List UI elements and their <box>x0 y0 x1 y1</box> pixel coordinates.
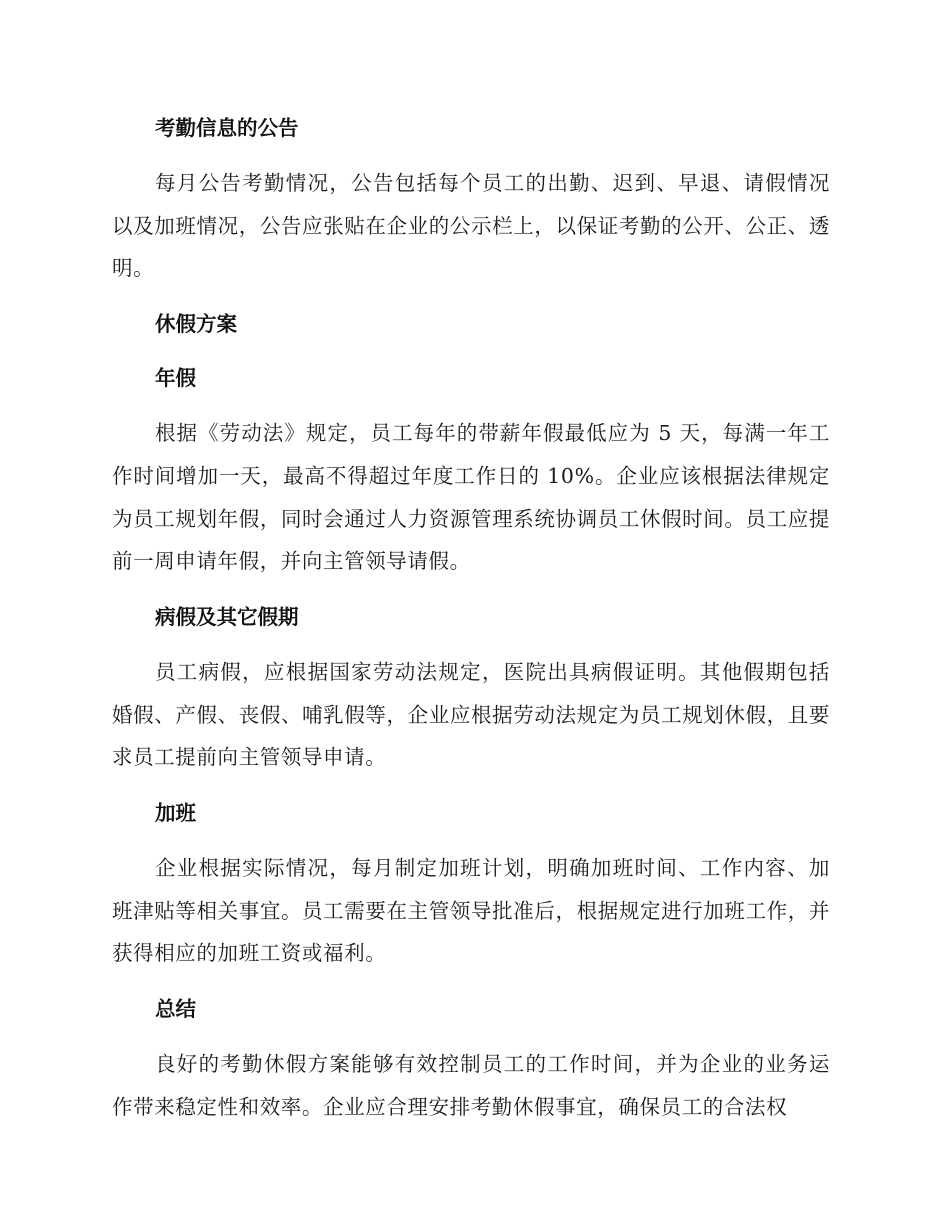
paragraph-overtime: 企业根据实际情况，每月制定加班计划，明确加班时间、工作内容、加班津贴等相关事宜。员工需要在主管领导批准后，根据规定进行加班工作，并获得相应的加班工资或福利。 <box>112 856 830 966</box>
paragraph-annual-leave: 根据《劳动法》规定，员工每年的带薪年假最低应为 5 天，每满一年工作时间增加一天，最高不得超过年度工作日的 10%。企业应该根据法律规定为员工规划年假，同时会通过人力资源管理系统协调员工休假时间。员工应提前一周申请年假，并向主管领导请假。 <box>112 421 830 574</box>
paragraph-sick-leave: 员工病假，应根据国家劳动法规定，医院出具病假证明。其他假期包括婚假、产假、丧假、哺乳假等，企业应根据劳动法规定为员工规划休假，且要求员工提前向主管领导申请。 <box>112 659 830 770</box>
document-page <box>112 108 830 1143</box>
section-heading-attendance-notice: 考勤信息的公告 <box>155 116 299 140</box>
subsection-heading-sick-leave: 病假及其它假期 <box>155 604 299 629</box>
section-heading-summary: 总结 <box>155 997 196 1022</box>
section-heading-leave-plan: 休假方案 <box>155 312 237 337</box>
paragraph-summary: 良好的考勤休假方案能够有效控制员工的工作时间，并为企业的业务运作带来稳定性和效率。企业应合理安排考勤休假事宜，确保员工的合法权 <box>112 1052 830 1119</box>
subsection-heading-annual-leave: 年假 <box>155 366 196 391</box>
paragraph-attendance-notice: 每月公告考勤情况，公告包括每个员工的出勤、迟到、早退、请假情况以及加班情况，公告应张贴在企业的公示栏上，以保证考勤的公开、公正、透明。 <box>112 171 830 281</box>
subsection-heading-overtime: 加班 <box>155 801 196 826</box>
